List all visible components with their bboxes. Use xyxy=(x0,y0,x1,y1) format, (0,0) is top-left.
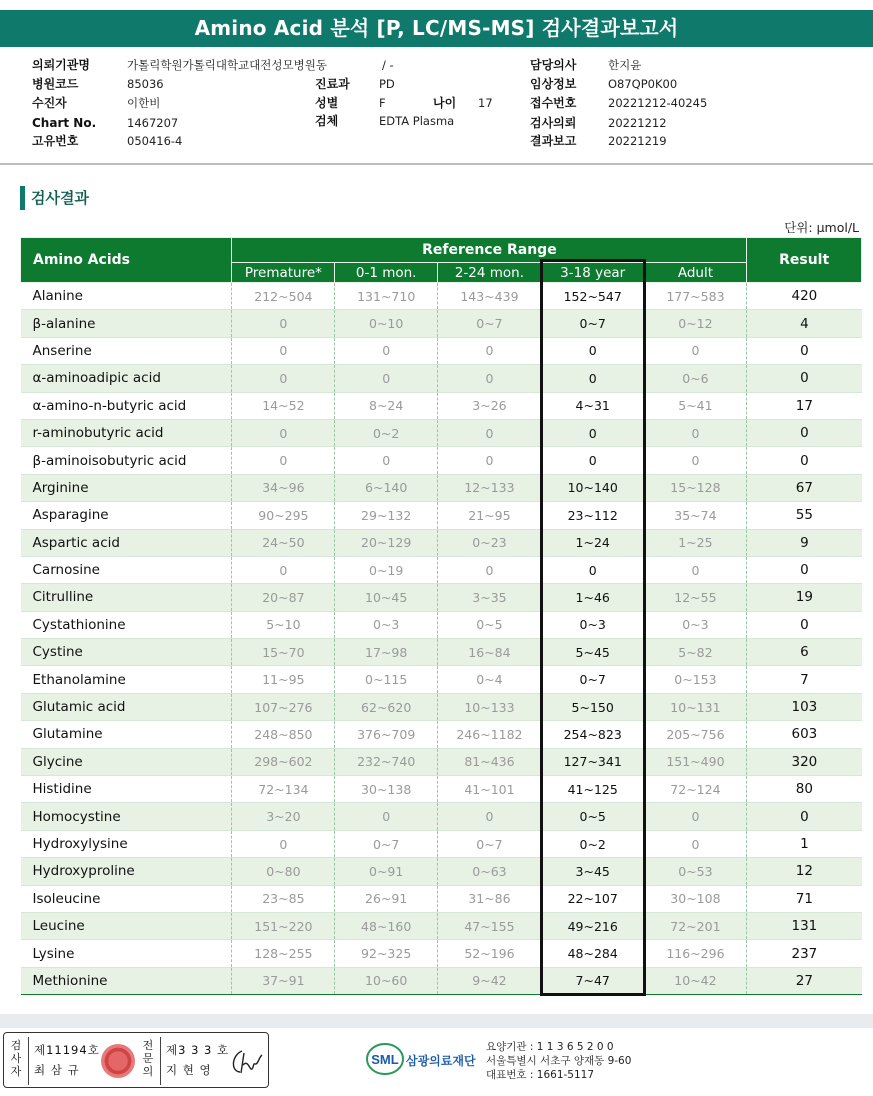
result-cell: 131 xyxy=(747,912,862,939)
table-row xyxy=(21,803,862,830)
reference-range-cell: 127~341 xyxy=(541,748,644,775)
reference-range-cell: 0 xyxy=(541,447,644,474)
amino-acids-header: Amino Acids xyxy=(21,238,232,283)
amino-acid-name: Isoleucine xyxy=(21,885,232,912)
reference-range-cell: 30~108 xyxy=(644,885,747,912)
reference-range-cell: 151~220 xyxy=(232,912,335,939)
result-cell: 12 xyxy=(747,858,862,885)
specialist-no: 제3 3 3 호 xyxy=(166,1043,230,1057)
reference-range-cell: 29~132 xyxy=(335,502,438,529)
result-cell: 55 xyxy=(747,502,862,529)
result-cell: 0 xyxy=(747,447,862,474)
table-row xyxy=(21,721,862,748)
reference-range-cell: 0 xyxy=(541,337,644,364)
reference-range-cell: 17~98 xyxy=(335,639,438,666)
reference-range-cell: 0 xyxy=(644,556,747,583)
reference-range-cell: 246~1182 xyxy=(438,721,542,748)
result-cell: 603 xyxy=(747,721,862,748)
reference-range-cell: 143~439 xyxy=(438,283,542,310)
amino-acid-name: Aspartic acid xyxy=(21,529,232,556)
reference-range-cell: 20~129 xyxy=(335,529,438,556)
result-cell: 6 xyxy=(747,639,862,666)
reference-range-cell: 212~504 xyxy=(232,283,335,310)
specialist-name: 지 현 영 xyxy=(166,1063,212,1077)
amino-acid-table xyxy=(20,237,862,995)
care-number: 요양기관 : 1 1 3 6 5 2 0 0 xyxy=(486,1041,614,1053)
reference-range-cell: 12~55 xyxy=(644,584,747,611)
request-date-value: 20221212 xyxy=(608,116,667,130)
range-header-2: 2-24 mon. xyxy=(438,263,542,283)
reference-range-cell: 72~134 xyxy=(232,776,335,803)
reference-range-cell: 0~6 xyxy=(644,365,747,392)
reference-range-cell: 15~70 xyxy=(232,639,335,666)
reference-range-cell: 37~91 xyxy=(232,967,335,994)
collector-value: 이한비 xyxy=(127,96,161,110)
table-row xyxy=(21,474,862,501)
reference-range-cell: 0~10 xyxy=(335,310,438,337)
table-row xyxy=(21,830,862,857)
tester-no: 제11194호 xyxy=(34,1043,100,1057)
reference-range-cell: 0 xyxy=(232,556,335,583)
table-row xyxy=(21,611,862,638)
table-row xyxy=(21,502,862,529)
reference-range-cell: 10~42 xyxy=(644,967,747,994)
chart-no-value: 1467207 xyxy=(127,116,179,130)
reference-range-cell: 10~45 xyxy=(335,584,438,611)
info-divider xyxy=(0,163,873,165)
reference-range-cell: 0 xyxy=(335,365,438,392)
reference-range-cell: 0~53 xyxy=(644,858,747,885)
age-label: 나이 xyxy=(433,96,457,110)
sex-value: F xyxy=(379,96,386,110)
result-cell: 0 xyxy=(747,803,862,830)
reference-range-cell: 10~140 xyxy=(541,474,644,501)
amino-acid-name: Carnosine xyxy=(21,556,232,583)
reference-range-cell: 5~150 xyxy=(541,693,644,720)
reference-range-cell: 0 xyxy=(541,419,644,446)
reference-range-cell: 0 xyxy=(438,419,542,446)
reference-range-cell: 15~128 xyxy=(644,474,747,501)
reference-range-cell: 151~490 xyxy=(644,748,747,775)
reference-range-cell: 24~50 xyxy=(232,529,335,556)
reference-range-cell: 376~709 xyxy=(335,721,438,748)
report-date-value: 20221219 xyxy=(608,134,667,148)
reference-range-cell: 0~115 xyxy=(335,666,438,693)
reference-range-cell: 0~5 xyxy=(438,611,542,638)
reference-range-cell: 0~80 xyxy=(232,858,335,885)
table-row xyxy=(21,337,862,364)
divider xyxy=(160,1037,161,1085)
reference-range-cell: 205~756 xyxy=(644,721,747,748)
reference-range-cell: 0 xyxy=(232,337,335,364)
doctor-label: 담당의사 xyxy=(530,58,577,72)
reference-range-cell: 0 xyxy=(644,447,747,474)
reference-range-cell: 0~7 xyxy=(438,830,542,857)
reference-range-cell: 14~52 xyxy=(232,392,335,419)
amino-acid-name: Methionine xyxy=(21,967,232,994)
sml-logo-icon xyxy=(365,1042,405,1078)
reference-range-cell: 3~35 xyxy=(438,584,542,611)
reference-range-cell: 0 xyxy=(541,556,644,583)
reference-range-cell: 92~325 xyxy=(335,940,438,967)
institution-value: 가톨릭학원가톨릭대학교대전성모병원동 xyxy=(127,58,327,72)
reference-range-cell: 0 xyxy=(438,365,542,392)
specialist-label: 전문의 xyxy=(142,1039,154,1078)
reference-range-cell: 4~31 xyxy=(541,392,644,419)
signature-icon xyxy=(228,1047,264,1077)
table-row xyxy=(21,940,862,967)
reference-range-cell: 177~583 xyxy=(644,283,747,310)
amino-acid-name: Cystine xyxy=(21,639,232,666)
reference-range-cell: 0 xyxy=(644,803,747,830)
result-cell: 320 xyxy=(747,748,862,775)
reference-range-cell: 0~7 xyxy=(541,310,644,337)
result-cell: 9 xyxy=(747,529,862,556)
table-row xyxy=(21,693,862,720)
reference-range-cell: 10~133 xyxy=(438,693,542,720)
amino-acid-name: r-aminobutyric acid xyxy=(21,419,232,446)
unique-no-value: 050416-4 xyxy=(127,134,183,148)
result-cell: 0 xyxy=(747,419,862,446)
reference-range-cell: 48~160 xyxy=(335,912,438,939)
reference-range-cell: 20~87 xyxy=(232,584,335,611)
reference-range-cell: 0~153 xyxy=(644,666,747,693)
specimen-value: EDTA Plasma xyxy=(379,114,455,128)
reference-range-cell: 0~2 xyxy=(541,830,644,857)
reference-range-cell: 0 xyxy=(644,337,747,364)
reference-range-cell: 0~7 xyxy=(335,830,438,857)
doctor-value: 한지윤 xyxy=(608,58,642,72)
amino-acid-name: Hydroxyproline xyxy=(21,858,232,885)
reference-range-header: Reference Range xyxy=(232,238,747,263)
result-cell: 17 xyxy=(747,392,862,419)
result-cell: 71 xyxy=(747,885,862,912)
result-cell: 4 xyxy=(747,310,862,337)
reference-range-cell: 0~2 xyxy=(335,419,438,446)
amino-acid-name: β-aminoisobutyric acid xyxy=(21,447,232,474)
reference-range-cell: 5~41 xyxy=(644,392,747,419)
reference-range-cell: 107~276 xyxy=(232,693,335,720)
reference-range-cell: 72~201 xyxy=(644,912,747,939)
amino-acid-name: Glycine xyxy=(21,748,232,775)
reference-range-cell: 5~45 xyxy=(541,639,644,666)
patient-info xyxy=(0,56,873,156)
table-row xyxy=(21,885,862,912)
reference-range-cell: 0 xyxy=(541,365,644,392)
reference-range-cell: 128~255 xyxy=(232,940,335,967)
reference-range-cell: 1~46 xyxy=(541,584,644,611)
reference-range-cell: 0 xyxy=(335,803,438,830)
amino-acid-name: Alanine xyxy=(21,283,232,310)
amino-acid-name: Ethanolamine xyxy=(21,666,232,693)
reference-range-cell: 0 xyxy=(232,365,335,392)
reference-range-cell: 47~155 xyxy=(438,912,542,939)
reference-range-cell: 0 xyxy=(644,419,747,446)
reference-range-cell: 48~284 xyxy=(541,940,644,967)
clinical-value: O87QP0K00 xyxy=(608,77,678,91)
reference-range-cell: 52~196 xyxy=(438,940,542,967)
reference-range-cell: 5~82 xyxy=(644,639,747,666)
reference-range-cell: 131~710 xyxy=(335,283,438,310)
amino-acid-name: Citrulline xyxy=(21,584,232,611)
unique-no-label: 고유번호 xyxy=(32,134,79,148)
table-row xyxy=(21,967,862,994)
result-cell: 19 xyxy=(747,584,862,611)
unit-label: 단위: μmol/L xyxy=(784,220,859,235)
reference-range-cell: 21~95 xyxy=(438,502,542,529)
reference-range-cell: 23~112 xyxy=(541,502,644,529)
amino-acid-name: α-aminoadipic acid xyxy=(21,365,232,392)
amino-acid-name: Glutamine xyxy=(21,721,232,748)
reference-range-cell: 1~24 xyxy=(541,529,644,556)
reference-range-cell: 0 xyxy=(232,447,335,474)
chart-no-label: Chart No. xyxy=(32,116,97,130)
collector-label: 수진자 xyxy=(32,96,67,110)
dept-label: 진료과 xyxy=(315,77,350,91)
specimen-label: 검체 xyxy=(315,114,339,128)
table-row xyxy=(21,447,862,474)
report-title: Amino Acid 분석 [P, LC/MS-MS] 검사결과보고서 xyxy=(0,10,873,47)
divider xyxy=(28,1037,29,1085)
reference-range-cell: 9~42 xyxy=(438,967,542,994)
reference-range-cell: 49~216 xyxy=(541,912,644,939)
lab-info xyxy=(486,1040,631,1082)
table-row xyxy=(21,556,862,583)
reference-range-cell: 0~63 xyxy=(438,858,542,885)
amino-acid-name: Homocystine xyxy=(21,803,232,830)
table-row xyxy=(21,392,862,419)
result-cell: 0 xyxy=(747,611,862,638)
reference-range-cell: 3~45 xyxy=(541,858,644,885)
reference-range-cell: 0~23 xyxy=(438,529,542,556)
lab-address: 서울특별시 서초구 양재동 9-60 xyxy=(486,1055,632,1067)
amino-acid-name: Hydroxylysine xyxy=(21,830,232,857)
result-cell: 67 xyxy=(747,474,862,501)
reference-range-cell: 30~138 xyxy=(335,776,438,803)
reference-range-cell: 12~133 xyxy=(438,474,542,501)
reference-range-cell: 0~3 xyxy=(644,611,747,638)
reference-range-cell: 41~125 xyxy=(541,776,644,803)
reference-range-cell: 16~84 xyxy=(438,639,542,666)
reference-range-cell: 8~24 xyxy=(335,392,438,419)
table-row xyxy=(21,666,862,693)
reference-range-cell: 7~47 xyxy=(541,967,644,994)
reference-range-cell: 232~740 xyxy=(335,748,438,775)
hospital-code-label: 병원코드 xyxy=(32,77,79,91)
table-row xyxy=(21,584,862,611)
reference-range-cell: 5~10 xyxy=(232,611,335,638)
institution-slash: / - xyxy=(382,58,394,72)
sex-label: 성별 xyxy=(315,96,339,110)
amino-acid-name: Arginine xyxy=(21,474,232,501)
reference-range-cell: 0 xyxy=(232,419,335,446)
reference-range-cell: 22~107 xyxy=(541,885,644,912)
request-date-label: 검사의뢰 xyxy=(530,116,577,130)
table-row xyxy=(21,776,862,803)
footer-separator xyxy=(0,1014,873,1028)
reference-range-cell: 0 xyxy=(644,830,747,857)
result-cell: 0 xyxy=(747,556,862,583)
reference-range-cell: 0 xyxy=(335,447,438,474)
reference-range-cell: 0 xyxy=(438,447,542,474)
reference-range-cell: 0 xyxy=(335,337,438,364)
section-title: 검사결과 xyxy=(20,186,89,210)
range-header-1: 0-1 mon. xyxy=(335,263,438,283)
seal-stamp-icon xyxy=(101,1044,135,1078)
signature-box xyxy=(3,1032,269,1088)
reference-range-cell: 35~74 xyxy=(644,502,747,529)
table-row xyxy=(21,283,862,310)
result-cell: 0 xyxy=(747,337,862,364)
reference-range-cell: 0~3 xyxy=(541,611,644,638)
report-date-label: 결과보고 xyxy=(530,134,577,148)
result-cell: 1 xyxy=(747,830,862,857)
amino-acid-name: β-alanine xyxy=(21,310,232,337)
reference-range-cell: 116~296 xyxy=(644,940,747,967)
reference-range-cell: 298~602 xyxy=(232,748,335,775)
reference-range-cell: 152~547 xyxy=(541,283,644,310)
reference-range-cell: 0 xyxy=(438,556,542,583)
table-row xyxy=(21,419,862,446)
reference-range-cell: 41~101 xyxy=(438,776,542,803)
institution-label: 의뢰기관명 xyxy=(32,58,90,72)
amino-acid-name: Lysine xyxy=(21,940,232,967)
reference-range-cell: 0 xyxy=(232,830,335,857)
dept-value: PD xyxy=(379,77,395,91)
amino-acid-name: α-amino-n-butyric acid xyxy=(21,392,232,419)
range-header-4: Adult xyxy=(644,263,747,283)
amino-acid-name: Cystathionine xyxy=(21,611,232,638)
reference-range-cell: 31~86 xyxy=(438,885,542,912)
reference-range-cell: 62~620 xyxy=(335,693,438,720)
result-cell: 237 xyxy=(747,940,862,967)
reference-range-cell: 26~91 xyxy=(335,885,438,912)
table-row xyxy=(21,639,862,666)
reference-range-cell: 81~436 xyxy=(438,748,542,775)
reference-range-cell: 0 xyxy=(438,803,542,830)
amino-acid-name: Histidine xyxy=(21,776,232,803)
amino-acid-name: Glutamic acid xyxy=(21,693,232,720)
age-value: 17 xyxy=(478,96,493,110)
result-cell: 7 xyxy=(747,666,862,693)
reference-range-cell: 0 xyxy=(232,310,335,337)
amino-acid-name: Anserine xyxy=(21,337,232,364)
amino-acid-name: Asparagine xyxy=(21,502,232,529)
org-name: 삼광의료재단 xyxy=(406,1054,476,1068)
tester-label: 검사자 xyxy=(10,1039,22,1078)
hospital-code-value: 85036 xyxy=(127,77,164,91)
lab-phone: 대표번호 : 1661-5117 xyxy=(486,1069,595,1081)
reference-range-cell: 10~131 xyxy=(644,693,747,720)
reference-range-cell: 72~124 xyxy=(644,776,747,803)
reference-range-cell: 0~91 xyxy=(335,858,438,885)
reference-range-cell: 10~60 xyxy=(335,967,438,994)
tester-name: 최 삼 규 xyxy=(34,1063,80,1077)
result-cell: 420 xyxy=(747,283,862,310)
result-cell: 27 xyxy=(747,967,862,994)
reference-range-cell: 0~7 xyxy=(541,666,644,693)
reference-range-cell: 34~96 xyxy=(232,474,335,501)
reference-range-cell: 0~19 xyxy=(335,556,438,583)
clinical-label: 임상정보 xyxy=(530,77,577,91)
reference-range-cell: 0 xyxy=(438,337,542,364)
reference-range-cell: 0~3 xyxy=(335,611,438,638)
result-cell: 103 xyxy=(747,693,862,720)
reference-range-cell: 248~850 xyxy=(232,721,335,748)
reference-range-cell: 0~4 xyxy=(438,666,542,693)
range-header-3: 3-18 year xyxy=(541,263,644,283)
table-row xyxy=(21,365,862,392)
reference-range-cell: 3~20 xyxy=(232,803,335,830)
reference-range-cell: 0~7 xyxy=(438,310,542,337)
amino-acid-name: Leucine xyxy=(21,912,232,939)
table-row xyxy=(21,529,862,556)
result-cell: 80 xyxy=(747,776,862,803)
reference-range-cell: 11~95 xyxy=(232,666,335,693)
result-header: Result xyxy=(747,238,862,283)
svg-text:SML: SML xyxy=(371,1052,399,1067)
receipt-label: 접수번호 xyxy=(530,96,577,110)
reference-range-cell: 0~5 xyxy=(541,803,644,830)
reference-range-cell: 1~25 xyxy=(644,529,747,556)
table-row xyxy=(21,912,862,939)
receipt-value: 20221212-40245 xyxy=(608,96,708,110)
reference-range-cell: 3~26 xyxy=(438,392,542,419)
reference-range-cell: 6~140 xyxy=(335,474,438,501)
range-header-0: Premature* xyxy=(232,263,335,283)
table-row xyxy=(21,748,862,775)
table-row xyxy=(21,858,862,885)
table-row xyxy=(21,310,862,337)
reference-range-cell: 90~295 xyxy=(232,502,335,529)
reference-range-cell: 254~823 xyxy=(541,721,644,748)
reference-range-cell: 0~12 xyxy=(644,310,747,337)
reference-range-cell: 23~85 xyxy=(232,885,335,912)
result-cell: 0 xyxy=(747,365,862,392)
